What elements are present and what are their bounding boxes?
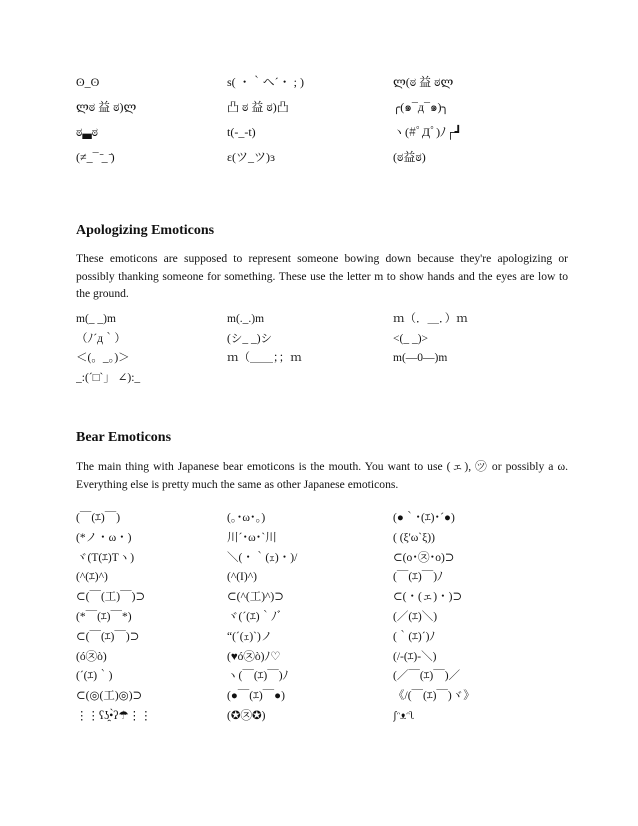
emoticon-cell: （ﾉ´д｀）: [76, 332, 126, 345]
emoticon-cell: (*￣(ｴ)￣*): [76, 610, 132, 623]
emoticon-cell: ⋮⋮ʕʖ̯•̀ʔ☂⋮⋮: [76, 709, 152, 722]
emoticon-cell: ｍ（＿＿；；ｍ: [227, 352, 302, 364]
emoticon-cell: ⊂(・(ェ)・)⊃: [393, 591, 463, 604]
emoticon-cell: (/-(ｴ)-＼): [393, 650, 437, 663]
emoticon-cell: m(_ _)m: [76, 313, 116, 325]
emoticon-cell: (ó㉨ò): [76, 650, 107, 663]
emoticon-cell: ಠ▃ಠ: [76, 125, 98, 139]
emoticon-cell: (^(ｴ)^): [76, 571, 108, 584]
emoticon-cell: ლಠ 益 ಠ)ლ: [76, 100, 137, 114]
emoticon-cell: (●￣(ｴ)￣●): [227, 690, 285, 703]
emoticon-cell: s( ・｀ヘ´・ ; ): [227, 75, 304, 89]
emoticon-cell: ⊂(o･㉨･o)⊃: [393, 551, 455, 564]
emoticon-cell: (／￣(ｴ)￣)／: [393, 670, 461, 683]
emoticon-cell: (^(I)^): [227, 571, 257, 584]
emoticon-cell: (≠_¯ ̄_ ̄): [76, 150, 115, 164]
emoticon-cell: t(-_-t): [227, 125, 256, 139]
emoticon-cell: ⊂(◎(工)◎)⊃: [76, 690, 143, 703]
emoticon-cell: (´(ｴ)｀): [76, 670, 113, 683]
emoticon-cell: (シ_ _)シ: [227, 332, 273, 345]
emoticon-cell: 《/(￣(ｴ)￣)ヾ》: [393, 690, 475, 703]
emoticon-cell: 凸 ಠ 益 ಠ)凸: [227, 100, 289, 114]
emoticon-cell: (♥ó㉨ò)ﾉ♡: [227, 650, 281, 663]
emoticon-cell: ლ(ಠ 益 ಠლ: [393, 75, 454, 89]
emoticon-cell: ＜(。_。)＞: [76, 352, 130, 364]
emoticon-cell: ＼(・｀(ｪ)・)/: [227, 551, 298, 564]
emoticon-cell: (ಠ益ಠ): [393, 150, 426, 164]
emoticon-cell: ⊂(^(工)^)⊃: [227, 591, 284, 604]
apologizing-heading: Apologizing Emoticons: [76, 223, 215, 238]
emoticon-cell: ヾ(T(ｴ)Tヽ): [76, 551, 135, 564]
emoticon-cell: m(._.)m: [227, 313, 265, 325]
top-emoticon-grid: [76, 70, 576, 170]
emoticon-cell: ヽ(#ﾟДﾟ)ﾉ┌┛: [393, 125, 462, 139]
emoticon-cell: (*ノ・ω・): [76, 531, 132, 544]
emoticon-cell: ╭(๑¯д¯๑)╮: [393, 100, 449, 114]
emoticon-cell: (／(ｴ)＼): [393, 610, 438, 623]
emoticon-cell: ｍ（．＿．）ｍ: [393, 313, 468, 325]
apologizing-description: These emoticons are supposed to represent someone bowing down because they're apologizing or possibly thanking someone for something. These use the letter m to show hands and the eyes are low to the ground.: [76, 252, 568, 300]
bear-emoticon-grid: [76, 509, 576, 727]
emoticon-cell: (｡･ω･｡): [227, 512, 266, 524]
apologizing-emoticon-grid: [76, 310, 576, 388]
emoticon-cell: ( (ξ'ω`ξ)): [393, 531, 435, 544]
emoticon-cell: ɛ(ツ_ツ)ɜ: [227, 150, 276, 164]
emoticon-cell: 川´･ω･`川: [227, 531, 277, 544]
emoticon-cell: “(´(ｪ)`)ノ: [227, 630, 273, 643]
emoticon-cell: (✪㉨✪): [227, 709, 266, 722]
emoticon-cell: ⊂(￣(工)￣)⊃: [76, 591, 146, 604]
bear-description: The main thing with Japanese bear emoticons is the mouth. You want to use (ェ), ㋡ or possibly a ω. Everything else is pretty much the same as other Japanese emoticons.: [76, 460, 568, 491]
emoticon-cell: ヽ(￣(ｴ)￣)ﾉ: [227, 670, 289, 683]
emoticon-cell: (｀(ｴ)´)ﾉ: [393, 630, 436, 643]
emoticon-cell: (●｀･(ｴ)･´●): [393, 512, 455, 524]
emoticon-cell: <(_ _)>: [393, 332, 429, 345]
emoticon-cell: (￣(ｴ)￣): [76, 512, 121, 524]
bear-heading: Bear Emoticons: [76, 430, 172, 445]
emoticon-cell: m(—0—)m: [393, 352, 448, 364]
emoticon-cell: [227, 369, 393, 389]
emoticon-cell: [393, 369, 576, 389]
emoticon-cell: _:(´□`」 ∠):_: [76, 371, 141, 384]
emoticon-cell: ヾ(´(ｴ)｀ﾉﾞ: [227, 610, 283, 623]
emoticon-cell: (￣(ｴ)￣)ﾉ: [393, 571, 443, 584]
emoticon-cell: ʃᵔᴥᵔʅ: [393, 709, 415, 722]
emoticon-cell: ⊂(￣(ｴ)￣)⊃: [76, 630, 140, 643]
emoticon-cell: ʘ_ʘ: [76, 75, 100, 89]
